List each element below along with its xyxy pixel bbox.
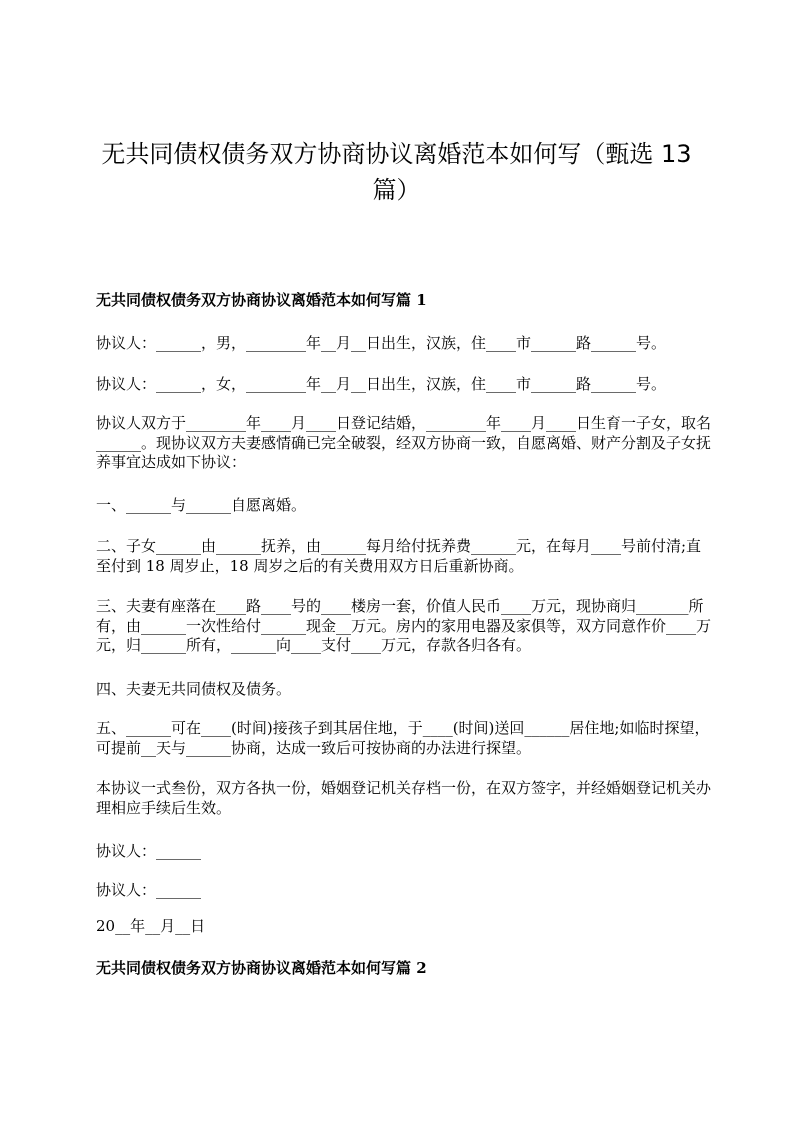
section-heading-2: 无共同债权债务双方协商协议离婚范本如何写篇 2 — [96, 959, 427, 977]
clause-5-paragraph: 五、______可在____(时间)接孩子到其居住地，于____(时间)送回______居住地;如临时探望，可提前__天与______协商，达成一致后可按协商的办法进行探望。 — [96, 719, 710, 757]
section-heading-1: 无共同债权债务双方协商协议离婚范本如何写篇 1 — [96, 291, 427, 309]
signature-line-1: 协议人：______ — [96, 842, 202, 860]
party-2-line: 协议人：______，女，________年__月__日出生，汉族，住____市______路______号。 — [96, 375, 667, 393]
clause-1-paragraph: 一、______与______自愿离婚。 — [96, 496, 307, 514]
clause-2-paragraph: 二、子女______由______抚养，由______每月给付抚养费______元，在每月____号前付清;直至付到 18 周岁止，18 周岁之后的有关费用双方日后重新协商。 — [96, 537, 702, 575]
date-line: 20__年__月__日 — [96, 917, 206, 935]
document-title: 无共同债权债务双方协商协议离婚范本如何写（甄选 13 篇） — [101, 140, 692, 204]
signature-line-2: 协议人：______ — [96, 881, 202, 899]
clause-3-paragraph: 三、夫妻有座落在____路____号的____楼房一套，价值人民币____万元，现协商归_______所有，由______一次性给付______现金__万元。房内的家用电器及家俱等，双方同意作价____万元，归______所有，______向____支付____万元，存款各归各有。 — [96, 597, 712, 654]
party-1-line: 协议人：______，男，________年__月__日出生，汉族，住____市______路______号。 — [96, 334, 667, 352]
effectiveness-paragraph: 本协议一式叁份，双方各执一份，婚姻登记机关存档一份，在双方签字，并经婚姻登记机关办理相应手续后生效。 — [96, 779, 712, 817]
marriage-info-paragraph: 协议人双方于________年____月____日登记结婚，________年____月____日生育一子女，取名______。现协议双方夫妻感情确已完全破裂，经双方协商一致，自愿离婚、财产分割及子女抚养事宜达成如下协议： — [96, 414, 712, 471]
clause-4-paragraph: 四、夫妻无共同债权及债务。 — [96, 680, 292, 698]
